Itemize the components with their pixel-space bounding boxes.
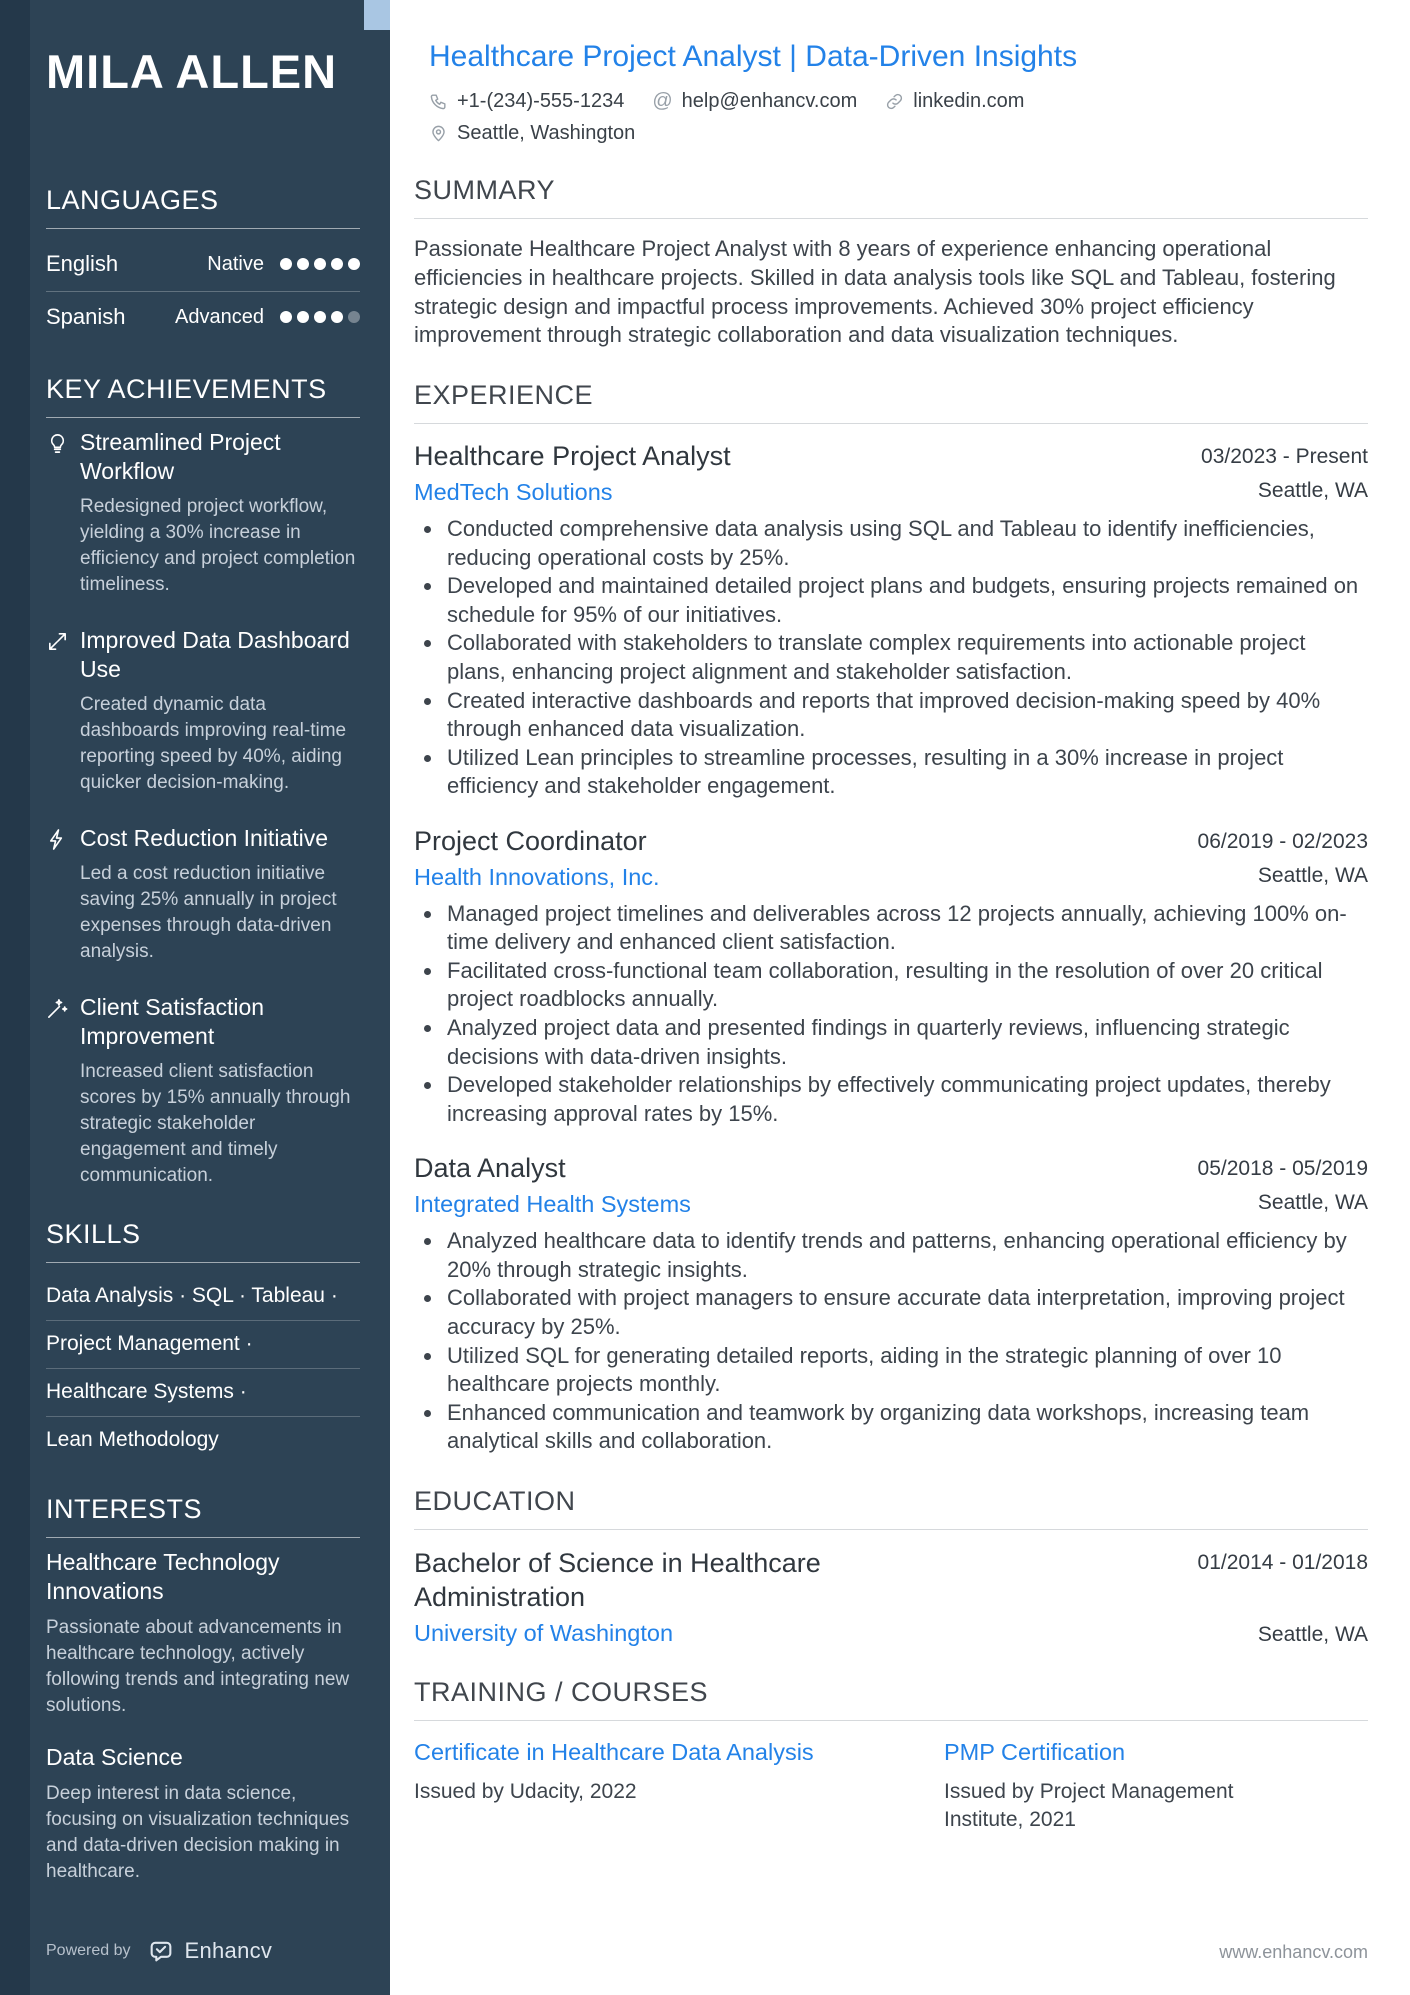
school-name: University of Washington (414, 1620, 674, 1647)
achievement-title: Improved Data Dashboard Use (80, 627, 350, 682)
experience-section (414, 380, 1368, 1456)
proficiency-dot (280, 258, 292, 270)
summary-section (414, 175, 1368, 350)
wand-icon (46, 993, 80, 1189)
interests-section (46, 1494, 360, 1885)
achievement-description: Led a cost reduction initiative saving 25% annually in project expenses through data-driven analysis. (80, 862, 337, 963)
experience-header: EXPERIENCE (414, 380, 1368, 424)
job-bullet: • Collaborated with stakeholders to translate complex requirements into actionable project plans, enhancing project alignment and stakeholder satisfaction. (444, 629, 1368, 686)
proficiency-dot (297, 311, 309, 323)
language-name: English (46, 251, 119, 276)
interest-title: Data Science (46, 1744, 183, 1771)
job-bullets (414, 515, 1368, 801)
candidate-name: MILA ALLEN (46, 45, 338, 98)
proficiency-dot (331, 311, 343, 323)
language-proficiency-dots (280, 258, 360, 270)
job-entry (414, 1152, 1368, 1456)
job-bullet: • Facilitated cross-functional team collaboration, resulting in the resolution of over 20 critical project roadblocks annually. (444, 957, 1368, 1014)
linkedin-url: linkedin.com (913, 90, 1025, 112)
job-dates: 06/2019 - 02/2023 (1197, 829, 1368, 853)
achievement-item (46, 824, 360, 965)
proficiency-dot (297, 258, 309, 270)
job-bullet: • Created interactive dashboards and reports that improved decision-making speed by 40% through enhanced data visualization. (444, 687, 1368, 744)
language-level: Native (207, 252, 264, 275)
job-bullet: • Analyzed project data and presented findings in quarterly reviews, influencing strategic decisions with data-driven insights. (444, 1014, 1368, 1071)
proficiency-dot (280, 311, 292, 323)
achievement-item (46, 626, 360, 796)
job-bullet: • Enhanced communication and teamwork by organizing data workshops, increasing team analytical skills and collaboration. (444, 1399, 1368, 1456)
education-header: EDUCATION (414, 1486, 1368, 1530)
proficiency-dot (348, 311, 360, 323)
interest-item (46, 1548, 360, 1719)
achievement-description: Increased client satisfaction scores by 15% annually through strategic stakeholder engagement and timely communication. (80, 1060, 351, 1187)
achievement-description: Created dynamic data dashboards improving real-time reporting speed by 40%, aiding quicker decision-making. (80, 693, 347, 793)
link-icon (885, 92, 904, 111)
company-name: MedTech Solutions (414, 479, 613, 505)
achievements-header: KEY ACHIEVEMENTS (46, 374, 360, 418)
course-issuer: Issued by Udacity, 2022 (414, 1779, 637, 1803)
main-content (390, 0, 1410, 1995)
job-bullets (414, 1227, 1368, 1456)
proficiency-dot (314, 258, 326, 270)
skill-line: Healthcare Systems · (46, 1369, 360, 1417)
summary-text: Passionate Healthcare Project Analyst with 8 years of experience enhancing operational efficiencies in healthcare projects. Skilled in data analysis tools like SQL and Tableau, fostering strategic design and impactful process improvements. Achieved 30% project efficiency improvement through strategic collaboration and data visualization techniques. (414, 236, 1336, 348)
linkedin-contact[interactable] (885, 90, 1024, 113)
training-section (414, 1677, 1368, 1833)
interest-item (46, 1743, 360, 1885)
job-bullet: • Utilized Lean principles to streamline processes, resulting in a 30% increase in project efficiency and stakeholder engagement. (444, 744, 1368, 801)
language-proficiency-dots (280, 311, 360, 323)
job-bullet: • Managed project timelines and deliverables across 12 projects annually, achieving 100% on-time delivery and enhanced client satisfaction. (444, 900, 1368, 957)
bolt-icon (46, 824, 80, 965)
job-dates: 05/2018 - 05/2019 (1197, 1157, 1368, 1181)
course-name: PMP Certification (944, 1739, 1126, 1766)
language-row (46, 239, 360, 292)
sidebar (0, 0, 390, 1995)
location-pin-icon (429, 124, 448, 143)
site-url: www.enhancv.com (1219, 1942, 1368, 1962)
job-bullet: • Utilized SQL for generating detailed reports, aiding in the strategic planning of over 10 healthcare projects monthly. (444, 1342, 1368, 1399)
languages-header: LANGUAGES (46, 185, 360, 229)
job-location: Seattle, WA (1257, 863, 1368, 887)
achievement-item (46, 428, 360, 598)
lightbulb-icon (46, 428, 80, 598)
powered-by-label: Powered by (46, 1942, 131, 1959)
achievement-title: Cost Reduction Initiative (80, 825, 329, 851)
powered-by-footer (46, 1937, 272, 1965)
skill-line: Lean Methodology (46, 1428, 219, 1452)
job-bullet: • Conducted comprehensive data analysis using SQL and Tableau to identify inefficiencies, reducing operational costs by 25%. (444, 515, 1368, 572)
achievements-section (46, 374, 360, 1189)
resume-header (414, 40, 1368, 145)
achievement-title: Streamlined Project Workflow (80, 429, 281, 484)
at-icon: @ (652, 90, 673, 112)
achievement-item (46, 993, 360, 1189)
brand-name[interactable]: Enhancv (184, 1938, 273, 1963)
training-header: TRAINING / COURSES (414, 1677, 1368, 1721)
degree-title: Bachelor of Science in Healthcare Administration (414, 1547, 821, 1613)
interest-title: Healthcare Technology Innovations (46, 1549, 280, 1605)
phone-number: +1-(234)-555-1234 (457, 90, 625, 112)
job-location: Seattle, WA (1257, 479, 1368, 502)
job-role: Healthcare Project Analyst (414, 441, 731, 472)
phone-contact[interactable] (429, 90, 624, 113)
job-dates: 03/2023 - Present (1201, 445, 1368, 469)
education-section (414, 1486, 1368, 1647)
language-level: Advanced (175, 305, 264, 328)
job-bullet: • Developed and maintained detailed project plans and budgets, ensuring projects remained on schedule for 95% of our initiatives. (444, 572, 1368, 629)
skill-line: Data Analysis · SQL · Tableau · (46, 1273, 360, 1321)
job-location: Seattle, WA (1257, 1191, 1368, 1215)
summary-header: SUMMARY (414, 175, 1368, 219)
proficiency-dot (331, 258, 343, 270)
course-name: Certificate in Healthcare Data Analysis (414, 1739, 814, 1766)
company-name: Health Innovations, Inc. (414, 863, 660, 890)
expand-arrows-icon (46, 626, 80, 796)
achievement-description: Redesigned project workflow, yielding a 30% increase in efficiency and project completion timeliness. (80, 495, 356, 595)
interest-description: Passionate about advancements in healthcare technology, actively following trends and integrating new solutions. (46, 1616, 350, 1717)
course-entry (944, 1737, 1304, 1833)
languages-section (46, 185, 360, 344)
contact-row-location (429, 122, 1368, 145)
job-entry (414, 825, 1368, 1129)
headline: Healthcare Project Analyst | Data-Driven Insights (429, 40, 1078, 73)
email-contact[interactable] (652, 90, 857, 113)
language-name: Spanish (46, 304, 126, 329)
interest-description: Deep interest in data science, focusing on visualization techniques and data-driven decision making in healthcare. (46, 1783, 350, 1883)
job-bullet: • Developed stakeholder relationships by effectively communicating project updates, thereby increasing approval rates by 15%. (444, 1071, 1368, 1128)
company-name: Integrated Health Systems (414, 1191, 691, 1218)
course-entry (414, 1737, 834, 1833)
education-dates: 01/2014 - 01/2018 (1197, 1550, 1368, 1574)
job-bullet: • Analyzed healthcare data to identify trends and patterns, enhancing operational efficiency by 20% through strategic insights. (444, 1227, 1368, 1284)
proficiency-dot (348, 258, 360, 270)
phone-icon (429, 92, 448, 111)
language-row (46, 292, 360, 344)
email-address: help@enhancv.com (681, 90, 858, 112)
skill-line: Project Management · (46, 1321, 360, 1369)
education-location: Seattle, WA (1257, 1623, 1368, 1647)
job-role: Data Analyst (414, 1153, 566, 1184)
contact-row (429, 90, 1368, 113)
enhancv-logo[interactable] (147, 1937, 175, 1965)
job-role: Project Coordinator (414, 825, 647, 856)
proficiency-dot (314, 311, 326, 323)
location-contact (429, 122, 635, 145)
job-bullet: • Collaborated with project managers to ensure accurate data interpretation, improving project accuracy by 25%. (444, 1284, 1368, 1341)
job-bullets (414, 900, 1368, 1129)
location-text: Seattle, Washington (457, 122, 636, 144)
skills-header: SKILLS (46, 1219, 360, 1263)
course-issuer: Issued by Project Management Institute, 2021 (944, 1779, 1234, 1831)
skills-section (46, 1219, 360, 1464)
job-entry (414, 440, 1368, 801)
interests-header: INTERESTS (46, 1494, 360, 1538)
achievement-title: Client Satisfaction Improvement (80, 994, 265, 1049)
